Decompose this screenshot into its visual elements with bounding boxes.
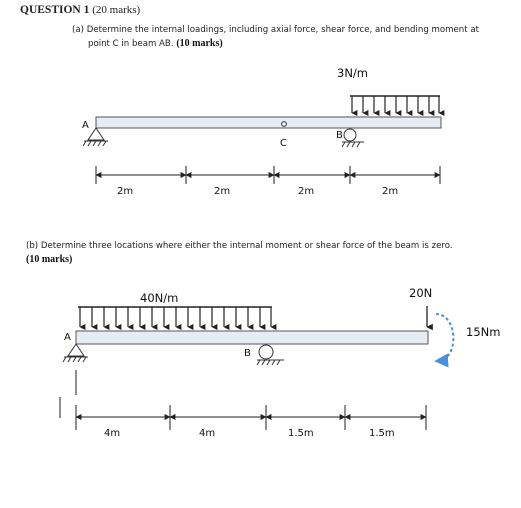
figure-b-roller-support-b bbox=[257, 345, 284, 365]
figure-a-dim-1: 2m bbox=[117, 186, 134, 197]
part-a-line-1: (a) Determine the internal loadings, including axial force, shear force, and bending moment at bbox=[72, 25, 479, 35]
part-a-line-2: point C in beam AB. bbox=[88, 39, 174, 49]
figure-b-dim-3: 1.5m bbox=[288, 428, 314, 439]
figure-b-force-label: 20N bbox=[409, 286, 433, 300]
figure-b-dimension-line bbox=[76, 405, 426, 430]
figure-a-roller-support-b bbox=[342, 129, 364, 147]
figure-b-dim-4: 1.5m bbox=[369, 428, 395, 439]
figure-b-distributed-load bbox=[78, 307, 272, 327]
question-marks: (20 marks) bbox=[92, 4, 141, 16]
figure-b-load-label: 40N/m bbox=[140, 291, 179, 305]
figure-b-dim-2: 4m bbox=[199, 428, 216, 439]
part-b-line-1: (b) Determine three locations where either the internal moment or shear force of the beam is zero. bbox=[26, 241, 453, 251]
figure-a bbox=[83, 96, 441, 184]
figure-a-dimension-line bbox=[96, 166, 440, 184]
question-number: QUESTION 1 bbox=[20, 4, 90, 16]
figure-a-point-c-label: C bbox=[280, 138, 287, 149]
figure-b-pin-support-a bbox=[63, 344, 88, 362]
figure-a-point-b-label: B bbox=[336, 130, 343, 141]
figure-a-point-a-label: A bbox=[82, 120, 89, 131]
figure-b-moment-arrow bbox=[436, 314, 453, 361]
figure-a-dim-4: 2m bbox=[382, 186, 399, 197]
figure-b-point-a-label: A bbox=[64, 332, 71, 343]
part-b-marks: (10 marks) bbox=[26, 254, 73, 265]
figure-a-distributed-load bbox=[350, 96, 440, 113]
figure-b-point-b-label: B bbox=[244, 348, 251, 359]
figure-a-load-label: 3N/m bbox=[337, 66, 368, 80]
figure-a-beam bbox=[96, 117, 441, 128]
figure-a-dim-2: 2m bbox=[214, 186, 231, 197]
figure-a-dim-3: 2m bbox=[298, 186, 315, 197]
figure-b-beam bbox=[76, 331, 428, 344]
figure-b bbox=[60, 306, 453, 430]
figure-b-moment-label: 15Nm bbox=[466, 325, 501, 339]
figure-b-dim-1: 4m bbox=[104, 428, 121, 439]
part-a-marks: (10 marks) bbox=[176, 38, 223, 49]
